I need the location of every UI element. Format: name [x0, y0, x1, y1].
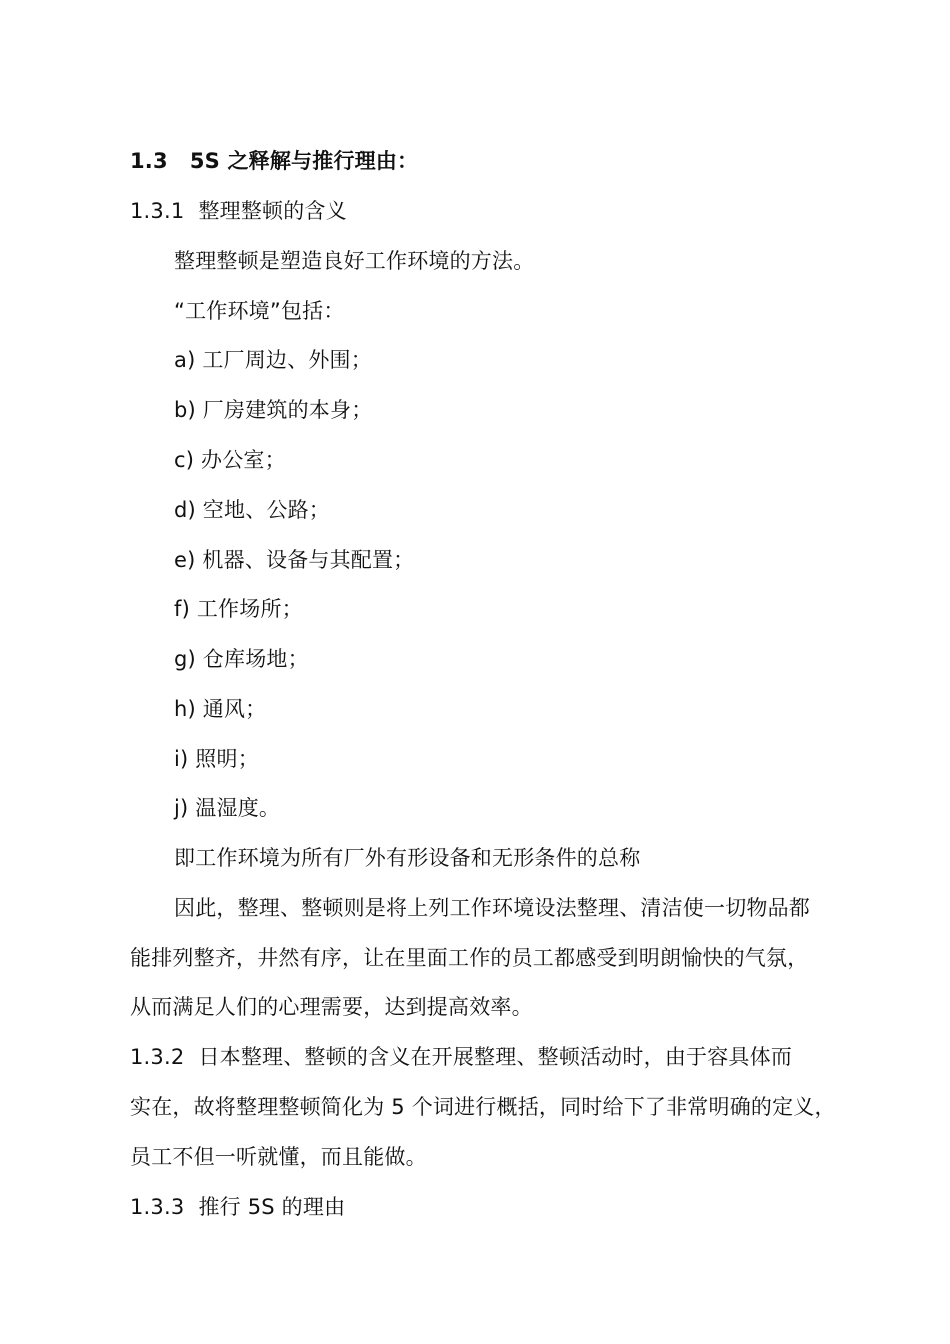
subsection-heading-2 — [130, 1042, 792, 1072]
section-heading — [130, 146, 418, 176]
paragraph-line: 从而满足人们的心理需要，达到提高效率。 — [130, 995, 533, 1019]
list-item: e) 机器、设备与其配置； — [174, 548, 415, 572]
list-item: d) 空地、公路； — [174, 498, 330, 522]
subsection-number: 1.3.2 — [130, 1045, 185, 1069]
list-item: c) 办公室； — [174, 448, 286, 472]
list-item: i) 照明； — [174, 747, 259, 771]
intro-paragraph: 整理整顿是塑造良好工作环境的方法。 — [174, 249, 535, 273]
paragraph-line: 能排列整齐，井然有序，让在里面工作的员工都感受到明朗愉快的气氛， — [130, 946, 809, 970]
paragraph-line: 实在，故将整理整顿简化为 5 个词进行概括，同时给下了非常明确的定义， — [130, 1095, 836, 1119]
list-item: h) 通风； — [174, 697, 267, 721]
list-item: j) 温湿度。 — [174, 796, 281, 820]
list-item: a) 工厂周边、外围； — [174, 348, 372, 372]
summary-sentence: 即工作环境为所有厂外有形设备和无形条件的总称 — [174, 846, 641, 870]
subsection-number: 1.3.3 — [130, 1195, 185, 1219]
list-item: b) 厂房建筑的本身； — [174, 398, 373, 422]
paragraph-line: 员工不但一听就懂，而且能做。 — [130, 1145, 427, 1169]
section-title: 5S 之释解与推行理由： — [189, 149, 419, 173]
paragraph-line: 因此，整理、整顿则是将上列工作环境设法整理、清洁使一切物品都 — [174, 896, 810, 920]
subsection-title: 推行 5S 的理由 — [198, 1195, 346, 1219]
list-item: f) 工作场所； — [174, 597, 303, 621]
paragraph-line: 日本整理、整顿的含义在开展整理、整顿活动时，由于容具体而 — [198, 1045, 793, 1069]
subsection-heading-1 — [130, 196, 347, 226]
subsection-title: 整理整顿的含义 — [198, 199, 347, 223]
includes-label: “工作环境”包括： — [174, 299, 345, 323]
section-number: 1.3 — [130, 149, 168, 173]
subsection-heading-3 — [130, 1192, 345, 1222]
subsection-number: 1.3.1 — [130, 199, 185, 223]
list-item: g) 仓库场地； — [174, 647, 309, 671]
